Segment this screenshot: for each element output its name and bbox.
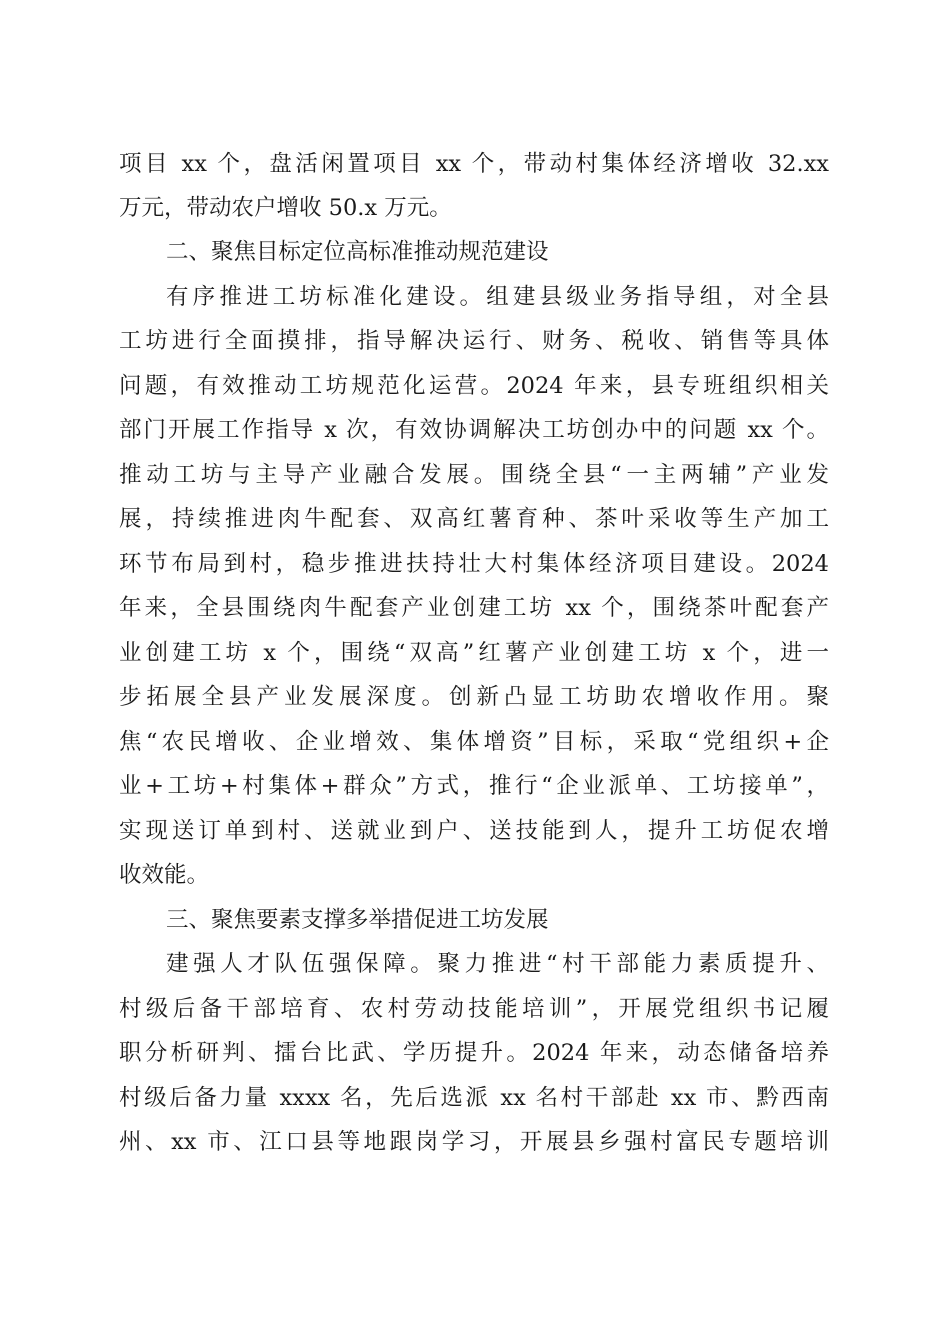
- body-text-line: 实现送订单到村、送就业到户、送技能到人，提升工坊促农增: [119, 818, 829, 844]
- body-text-line: 州、xx 市、江口县等地跟岗学习，开展县乡强村富民专题培训: [119, 1129, 829, 1155]
- body-text-line: 收效能。: [119, 862, 210, 888]
- body-text-line: 业+工坊+村集体+群众”方式，推行“企业派单、工坊接单”，: [119, 773, 829, 799]
- body-text-line: 万元，带动农户增收 50.x 万元。: [119, 195, 452, 221]
- body-text-line: 问题，有效推动工坊规范化运营。2024 年来，县专班组织相关: [119, 373, 829, 399]
- body-text-line: 年来，全县围绕肉牛配套产业创建工坊 xx 个，围绕茶叶配套产: [119, 595, 829, 621]
- body-text-line: 焦“农民增收、企业增效、集体增资”目标，采取“党组织+企: [119, 729, 829, 755]
- body-text-line: 工坊进行全面摸排，指导解决运行、财务、税收、销售等具体: [119, 328, 829, 354]
- section-heading-2: 二、聚焦目标定位高标准推动规范建设: [166, 239, 549, 265]
- body-text-line: 项目 xx 个，盘活闲置项目 xx 个，带动村集体经济增收 32.xx: [119, 151, 829, 177]
- body-text-line: 职分析研判、擂台比武、学历提升。2024 年来，动态储备培养: [119, 1040, 829, 1066]
- body-text-line: 村级后备力量 xxxx 名，先后选派 xx 名村干部赴 xx 市、黔西南: [119, 1085, 829, 1111]
- body-text-line: 业创建工坊 x 个，围绕“双高”红薯产业创建工坊 x 个，进一: [119, 640, 829, 666]
- paragraph-start-line: 有序推进工坊标准化建设。组建县级业务指导组，对全县: [166, 284, 829, 310]
- body-text-line: 环节布局到村，稳步推进扶持壮大村集体经济项目建设。2024: [119, 551, 829, 577]
- body-text-line: 展，持续推进肉牛配套、双高红薯育种、茶叶采收等生产加工: [119, 506, 829, 532]
- body-text-line: 推动工坊与主导产业融合发展。围绕全县“一主两辅”产业发: [119, 462, 829, 488]
- section-heading-3: 三、聚焦要素支撑多举措促进工坊发展: [166, 907, 549, 933]
- body-text-line: 村级后备干部培育、农村劳动技能培训”，开展党组织书记履: [119, 996, 829, 1022]
- body-text-line: 步拓展全县产业发展深度。创新凸显工坊助农增收作用。聚: [119, 684, 829, 710]
- paragraph-start-line: 建强人才队伍强保障。聚力推进“村干部能力素质提升、: [166, 951, 829, 977]
- body-text-line: 部门开展工作指导 x 次，有效协调解决工坊创办中的问题 xx 个。: [119, 417, 829, 443]
